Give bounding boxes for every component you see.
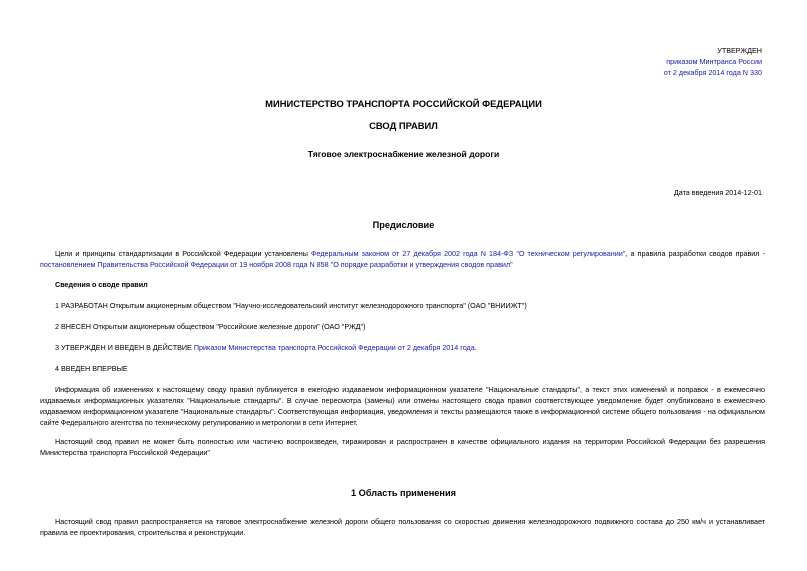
approval-date-link[interactable]: от 2 декабря 2014 года N 330 bbox=[663, 68, 762, 78]
foreword-text-2: , а правила разработки сводов правил - bbox=[625, 249, 765, 258]
info-item-4: 4 ВВЕДЕН ВПЕРВЫЕ bbox=[55, 364, 128, 373]
info-heading: Сведения о своде правил bbox=[55, 280, 148, 289]
copyright-paragraph: Настоящий свод правил не может быть полностью или частично воспроизведен, тиражирован и распространен в качестве официального издания на территории Российской Федерации без разрешения Министерства транспорта Российской Федерации" bbox=[40, 437, 765, 458]
section-1-paragraph: Настоящий свод правил распространяется на тяговое электроснабжение железной дороги общего пользования со скоростью движения железнодорожного подвижного состава до 250 км/ч и устанавливает правила ее проектирования, строительства и реконструкции. bbox=[40, 517, 765, 538]
info-item-1: 1 РАЗРАБОТАН Открытым акционерным обществом "Научно-исследовательский институт железнодорожного транспорта" (ОАО "ВНИИЖТ") bbox=[55, 301, 527, 310]
info-item-3-text: 3 УТВЕРЖДЕН И ВВЕДЕН В ДЕЙСТВИЕ bbox=[55, 343, 194, 352]
changes-info-paragraph: Информация об изменениях к настоящему своду правил публикуется в ежегодно издаваемом информационном указателе "Национальные стандарты", а текст этих изменений и поправок - в ежемесячно издаваемых информационных указателях "Национальные стандарты". В случае пересмотра (замены) или отмены настоящего свода правил соответствующее уведомление будет опубликовано в ежемесячно издаваемом информационном указателе "Национальные стандарты". Соответствующая информация, уведомления и тексты размещаются также в информационной системе общего пользования - на официальном сайте Федерального агентства по техническому регулированию и метрологии в сети Интернет. bbox=[40, 385, 765, 428]
approval-block bbox=[664, 45, 762, 78]
foreword-heading: Предисловие bbox=[372, 220, 435, 230]
intro-date: Дата введения 2014-12-01 bbox=[673, 188, 762, 197]
ministry-heading: МИНИСТЕРСТВО ТРАНСПОРТА РОССИЙСКОЙ ФЕДЕРАЦИИ bbox=[265, 98, 542, 109]
foreword-paragraph bbox=[40, 248, 765, 270]
section-1-heading: 1 Область применения bbox=[351, 488, 456, 498]
ministry-order-link[interactable]: Приказом Министерства транспорта Российской Федерации от 2 декабря 2014 года bbox=[193, 343, 475, 352]
government-decree-link[interactable]: постановлением Правительства Российской Федерации от 19 ноября 2008 года N 858 "О порядке разработки и утверждения сводов правил" bbox=[40, 260, 513, 270]
info-item-2: 2 ВНЕСЕН Открытым акционерным обществом "Российские железные дороги" (ОАО "РЖД") bbox=[55, 322, 366, 331]
code-heading: СВОД ПРАВИЛ bbox=[369, 120, 438, 131]
federal-law-link[interactable]: Федеральным законом от 27 декабря 2002 года N 184-ФЗ "О техническом регулировании" bbox=[311, 249, 626, 258]
document-title: Тяговое электроснабжение железной дороги bbox=[307, 149, 500, 159]
foreword-text-1: Цели и принципы стандартизации в Российской Федерации установлены bbox=[55, 249, 312, 258]
approval-order-link[interactable]: приказом Минтранса России bbox=[666, 57, 762, 67]
approval-title: УТВЕРЖДЕН bbox=[717, 46, 762, 55]
info-item-3-end: . bbox=[474, 343, 477, 352]
info-item-3 bbox=[40, 342, 765, 353]
